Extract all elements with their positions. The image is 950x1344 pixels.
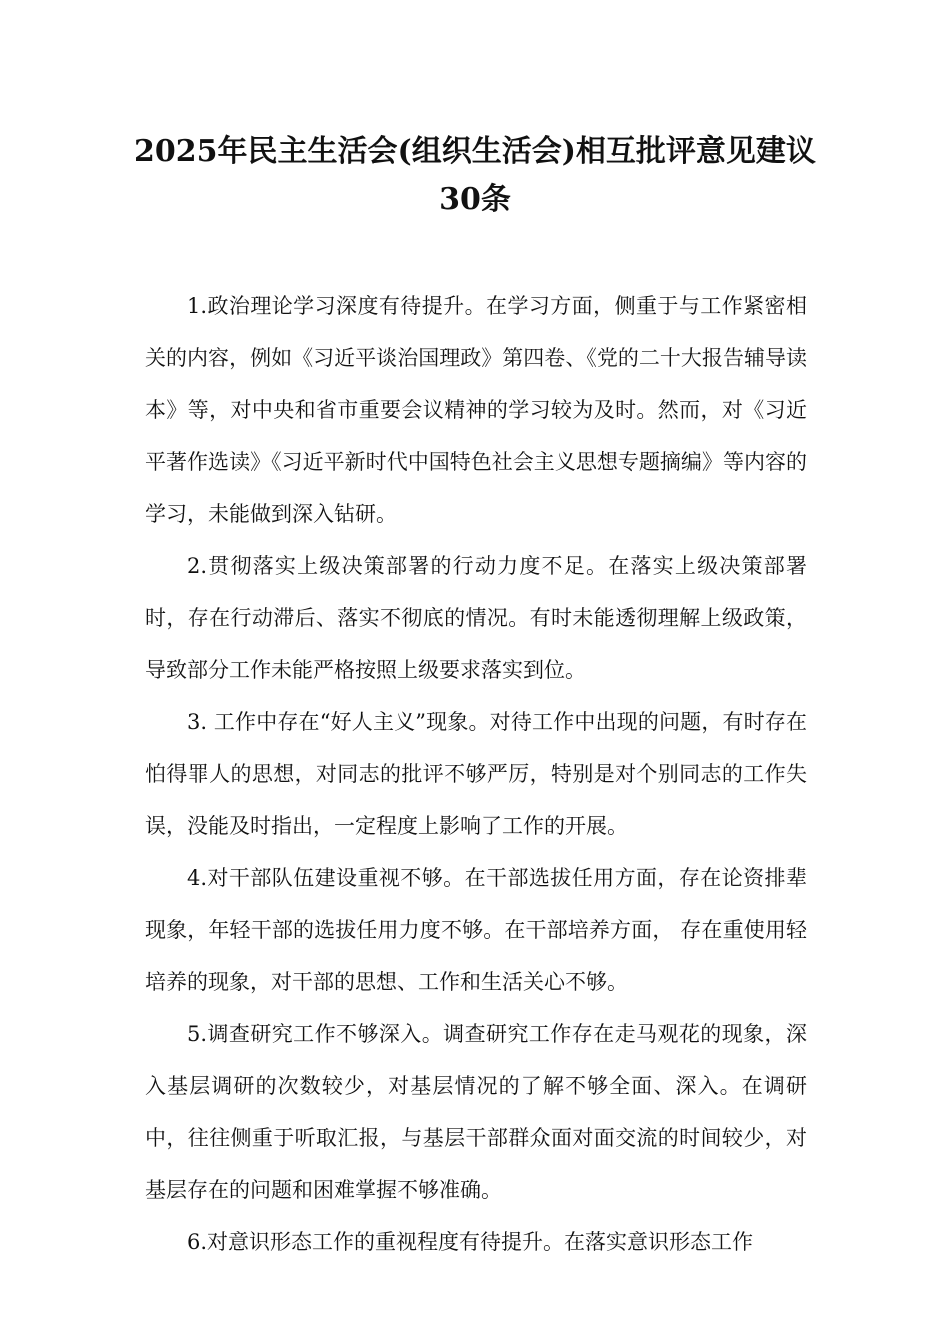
- paragraph-2: 2.贯彻落实上级决策部署的行动力度不足。在落实上级决策部署时，存在行动滞后、落实不彻底的情况。有时未能透彻理解上级政策，导致部分工作未能严格按照上级要求落实到位。: [145, 554, 807, 682]
- document-body: [145, 280, 807, 1268]
- title-line-2: 30条: [439, 182, 511, 217]
- document-title: [100, 128, 850, 224]
- paragraph-6: 6.对意识形态工作的重视程度有待提升。在落实意识形态工作: [187, 1230, 754, 1254]
- paragraph-1: 1.政治理论学习深度有待提升。在学习方面，侧重于与工作紧密相关的内容，例如《习近平谈治国理政》第四卷、《党的二十大报告辅导读本》等，对中央和省市重要会议精神的学习较为及时。然而，对《习近平著作选读》《习近平新时代中国特色社会主义思想专题摘编》等内容的学习，未能做到深入钻研。: [145, 294, 807, 526]
- paragraph-5: 5.调查研究工作不够深入。调查研究工作存在走马观花的现象，深入基层调研的次数较少，对基层情况的了解不够全面、深入。在调研中，往往侧重于听取汇报，与基层干部群众面对面交流的时间较少，对基层存在的问题和困难掌握不够准确。: [145, 1022, 807, 1202]
- paragraph-4: 4.对干部队伍建设重视不够。在干部选拔任用方面，存在论资排辈现象，年轻干部的选拔任用力度不够。在干部培养方面， 存在重使用轻培养的现象，对干部的思想、工作和生活关心不够。: [145, 866, 807, 994]
- paragraph-3: 3. 工作中存在“好人主义”现象。对待工作中出现的问题，有时存在怕得罪人的思想，对同志的批评不够严厉，特别是对个别同志的工作失误，没能及时指出，一定程度上影响了工作的开展。: [145, 710, 807, 838]
- title-line-1: 2025年民主生活会(组织生活会)相互批评意见建议: [134, 134, 816, 169]
